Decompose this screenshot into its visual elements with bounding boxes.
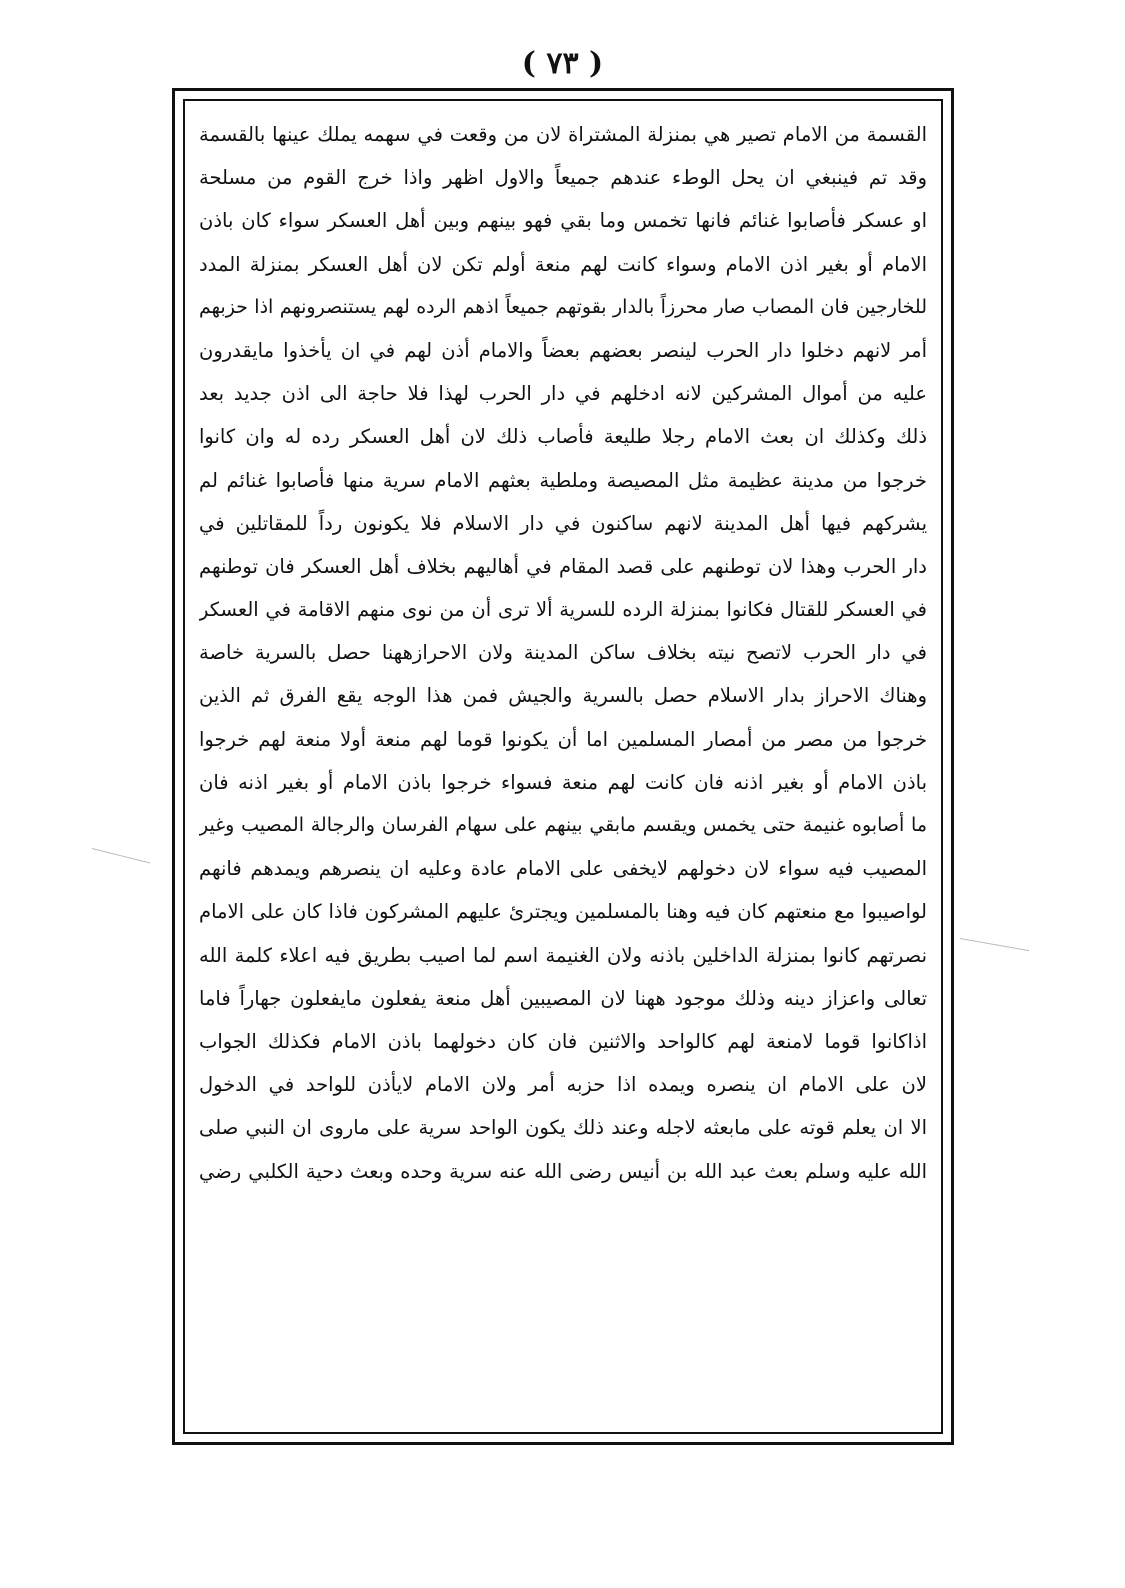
- text-line: تعالى واعزاز دينه وذلك موجود ههنا لان المصيبين أهل منعة يفعلون مايفعلون جهاراً فاما: [199, 986, 927, 1010]
- text-line: وقد تم فينبغي ان يحل الوطء عندهم جميعاً والاول اظهر واذا خرج القوم من مسلحة: [199, 166, 927, 190]
- body-text: [199, 113, 927, 1193]
- text-line: يشركهم فيها أهل المدينة لانهم ساكنون في دار الاسلام فلا يكونون رداً للمقاتلين في: [199, 511, 927, 535]
- text-line: للخارجين فان المصاب صار محرزاً بالدار بقوتهم جميعاً اذهم الرده لهم يستنصرونهم اذا حزبهم: [199, 295, 927, 318]
- text-line: اذاكانوا قوما لامنعة لهم كالواحد والاثنين فان كان دخولهما باذن الامام فكذلك الجواب: [199, 1029, 927, 1053]
- text-line: او عسكر فأصابوا غنائم فانها تخمس وما بقي فهو بينهم وبين أهل العسكر سواء كان باذن: [199, 209, 927, 233]
- text-line: لان على الامام ان ينصره ويمده اذا حزبه أمر ولان الامام لايأذن للواحد في الدخول: [199, 1073, 927, 1097]
- text-line: لواصيبوا مع منعتهم كان فيه وهنا بالمسلمين ويجترئ عليهم المشركون فاذا كان على الامام: [199, 900, 927, 924]
- text-line: الله عليه وسلم بعث عبد الله بن أنيس رضى الله عنه سرية وحده وبعث دحية الكلبي رضي: [199, 1159, 927, 1183]
- text-line: دار الحرب وهذا لان توطنهم على قصد المقام في أهاليهم بخلاف أهل العسكر فان توطنهم: [199, 554, 927, 578]
- text-line: الامام أو بغير اذن الامام وسواء كانت لهم منعة أولم تكن لان أهل العسكر بمنزلة المدد: [199, 252, 927, 276]
- text-frame: [183, 99, 943, 1434]
- text-line: في العسكر للقتال فكانوا بمنزلة الرده للسرية ألا ترى أن من نوى منهم الاقامة في العسكر: [199, 598, 927, 622]
- text-line: نصرتهم كانوا بمنزلة الداخلين باذنه ولان الغنيمة اسم لما اصيب بطريق فيه اعلاء كلمة الله: [199, 943, 927, 967]
- text-line: في دار الحرب لاتصح نيته بخلاف ساكن المدينة ولان الاحرازههنا حصل بالسرية خاصة: [199, 641, 927, 665]
- text-line: الا ان يعلم قوته على مابعثه لاجله وعند ذلك يكون الواحد سرية على ماروى ان النبي صلى: [199, 1116, 927, 1140]
- page-frame: [172, 88, 954, 1445]
- text-line: خرجوا من مدينة عظيمة مثل المصيصة وملطية بعثهم الامام سرية منها فأصابوا غنائم لم: [199, 468, 927, 492]
- scan-mark: [92, 848, 150, 863]
- text-line: المصيب فيه سواء لان دخولهم لايخفى على الامام عادة وعليه ان ينصرهم ويمدهم فانهم: [199, 857, 927, 881]
- text-line: أمر لانهم دخلوا دار الحرب لينصر بعضهم بعضاً والامام أذن لهم في ان يأخذوا مايقدرون: [199, 338, 927, 362]
- text-line: ذلك وكذلك ان بعث الامام رجلا طليعة فأصاب ذلك لان أهل العسكر رده له وان كانوا: [199, 425, 927, 449]
- text-line: وهناك الاحراز بدار الاسلام حصل بالسرية والجيش فمن هذا الوجه يقع الفرق ثم الذين: [199, 684, 927, 708]
- text-line: عليه من أموال المشركين لانه ادخلهم في دار الحرب لهذا فلا حاجة الى اذن جديد بعد: [199, 382, 927, 406]
- text-line: باذن الامام أو بغير اذنه فان كانت لهم منعة فسواء خرجوا باذن الامام أو بغير اذنه فان: [199, 770, 927, 794]
- scan-mark: [960, 938, 1029, 951]
- text-line: خرجوا من مصر من أمصار المسلمين اما أن يكونوا قوما لهم منعة أولا منعة لهم خرجوا: [199, 727, 927, 751]
- text-line: القسمة من الامام تصير هي بمنزلة المشتراة لان من وقعت في سهمه يملك عينها بالقسمة: [199, 123, 927, 146]
- text-line: ما أصابوه غنيمة حتى يخمس ويقسم مابقي بينهم على سهام الفرسان والرجالة المصيب وغير: [199, 814, 927, 836]
- page-number: ( ٧٣ ): [521, 46, 604, 81]
